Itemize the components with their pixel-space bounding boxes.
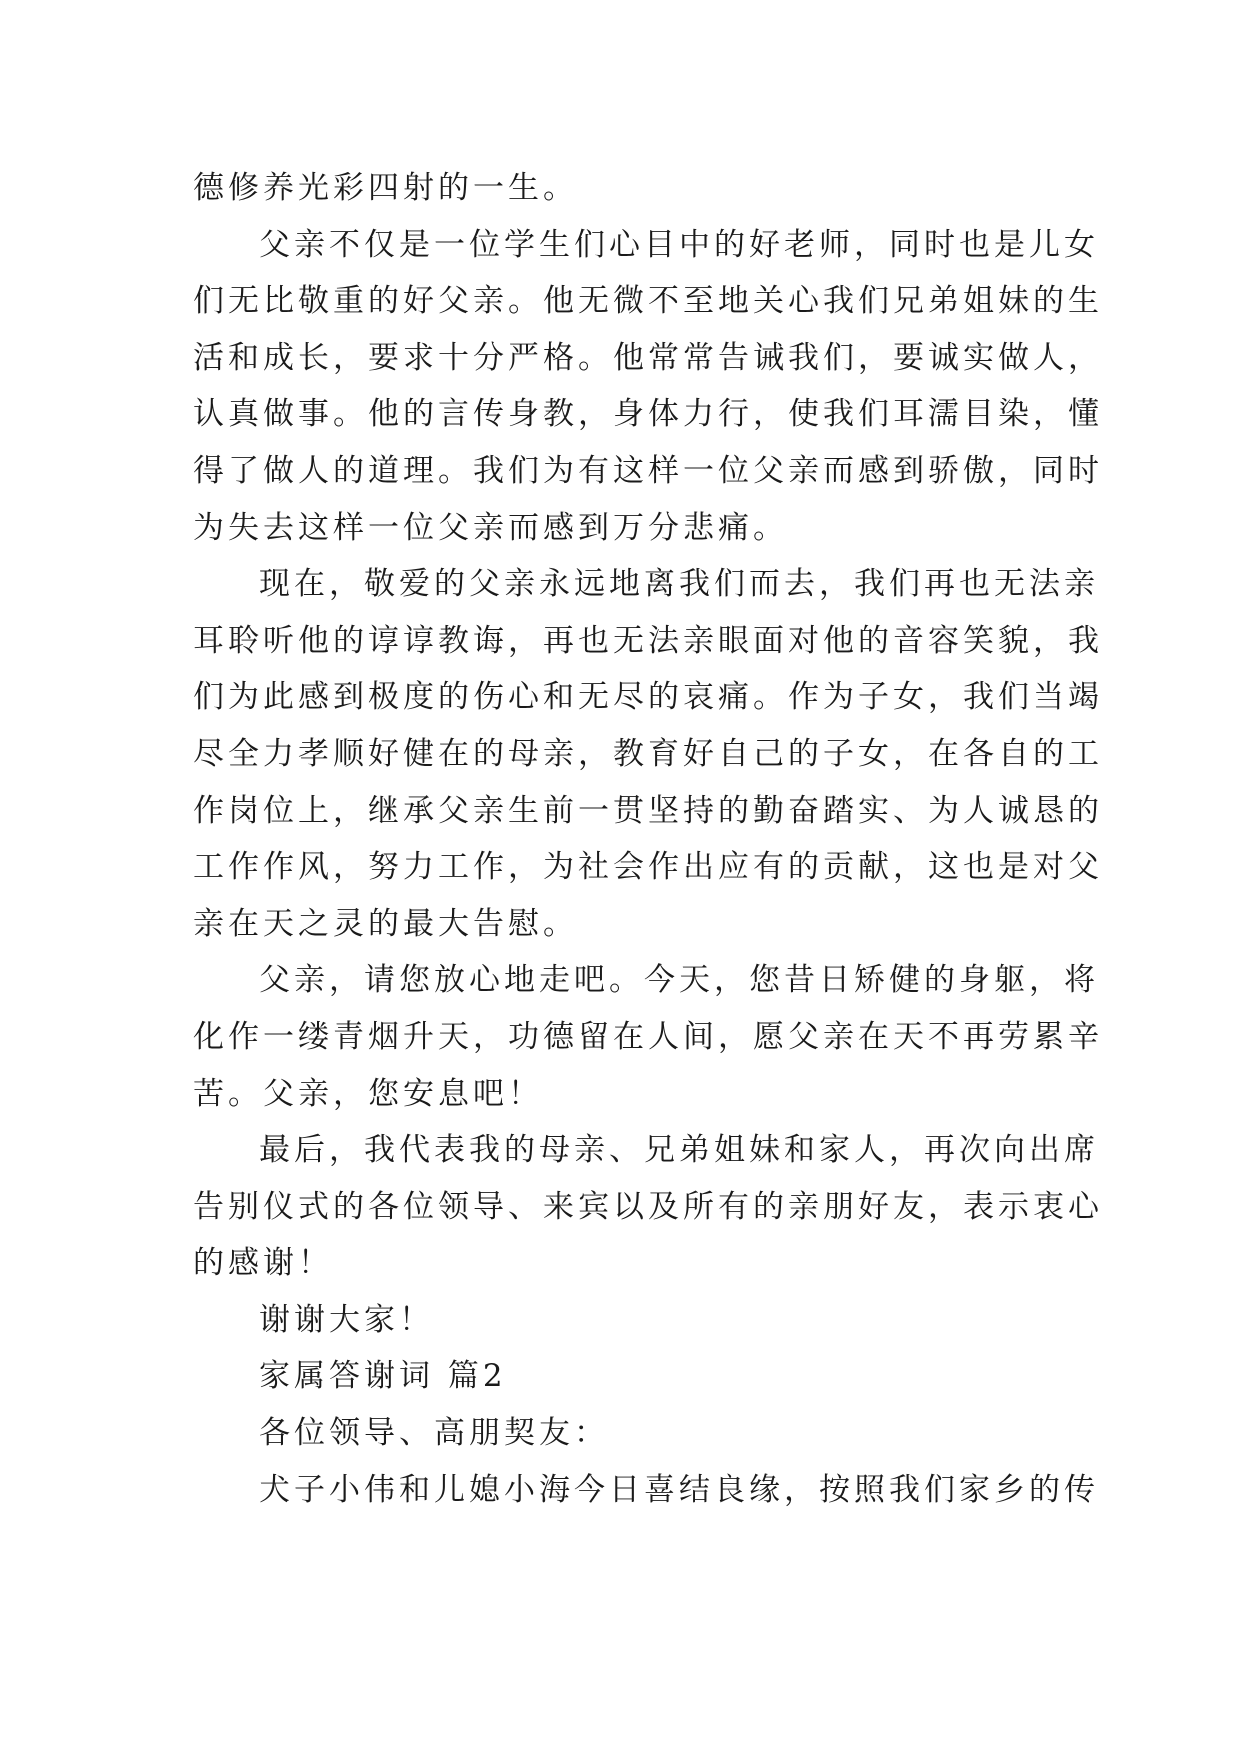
text-line: 尽全力孝顺好健在的母亲，教育好自己的子女，在各自的工 (193, 735, 1103, 772)
text-line: 德修养光彩四射的一生。 (193, 170, 578, 206)
text-line: 得了做人的道理。我们为有这样一位父亲而感到骄傲，同时 (193, 452, 1103, 489)
text-line: 作岗位上，继承父亲生前一贯坚持的勤奋踏实、为人诚恳的 (193, 792, 1103, 829)
text-line: 告别仪式的各位领导、来宾以及所有的亲朋好友，表示衷心 (193, 1188, 1103, 1225)
text-line: 亲在天之灵的最大告慰。 (193, 905, 578, 942)
text-line: 们为此感到极度的伤心和无尽的哀痛。作为子女，我们当竭 (193, 679, 1103, 716)
paragraph-start-line: 最后，我代表我的母亲、兄弟姐妹和家人，再次向出席 (259, 1132, 1099, 1169)
text-line: 化作一缕青烟升天，功德留在人间，愿父亲在天不再劳累辛 (193, 1018, 1103, 1055)
text-line: 工作作风，努力工作，为社会作出应有的贡献，这也是对父 (193, 849, 1103, 886)
document-body (193, 160, 1103, 1518)
paragraph-start-line: 犬子小伟和儿媳小海今日喜结良缘，按照我们家乡的传 (259, 1471, 1099, 1508)
salutation-line: 各位领导、高朋契友： (259, 1415, 609, 1452)
text-line: 苦。父亲，您安息吧！ (193, 1075, 543, 1112)
text-line: 活和成长，要求十分严格。他常常告诫我们，要诚实做人， (193, 339, 1103, 376)
text-line: 认真做事。他的言传身教，身体力行，使我们耳濡目染，懂 (193, 396, 1103, 433)
paragraph-start-line: 父亲，请您放心地走吧。今天，您昔日矫健的身躯，将 (259, 962, 1099, 999)
section-heading: 家属答谢词 篇2 (259, 1358, 507, 1395)
paragraph-start-line: 现在，敬爱的父亲永远地离我们而去，我们再也无法亲 (259, 566, 1099, 603)
text-line: 为失去这样一位父亲而感到万分悲痛。 (193, 509, 788, 546)
text-line: 的感谢！ (193, 1245, 333, 1282)
text-line: 们无比敬重的好父亲。他无微不至地关心我们兄弟姐妹的生 (193, 283, 1103, 320)
paragraph-start-line: 父亲不仅是一位学生们心目中的好老师，同时也是儿女 (259, 226, 1099, 263)
text-line: 耳聆听他的谆谆教诲，再也无法亲眼面对他的音容笑貌，我 (193, 622, 1103, 659)
closing-line: 谢谢大家！ (259, 1301, 434, 1338)
